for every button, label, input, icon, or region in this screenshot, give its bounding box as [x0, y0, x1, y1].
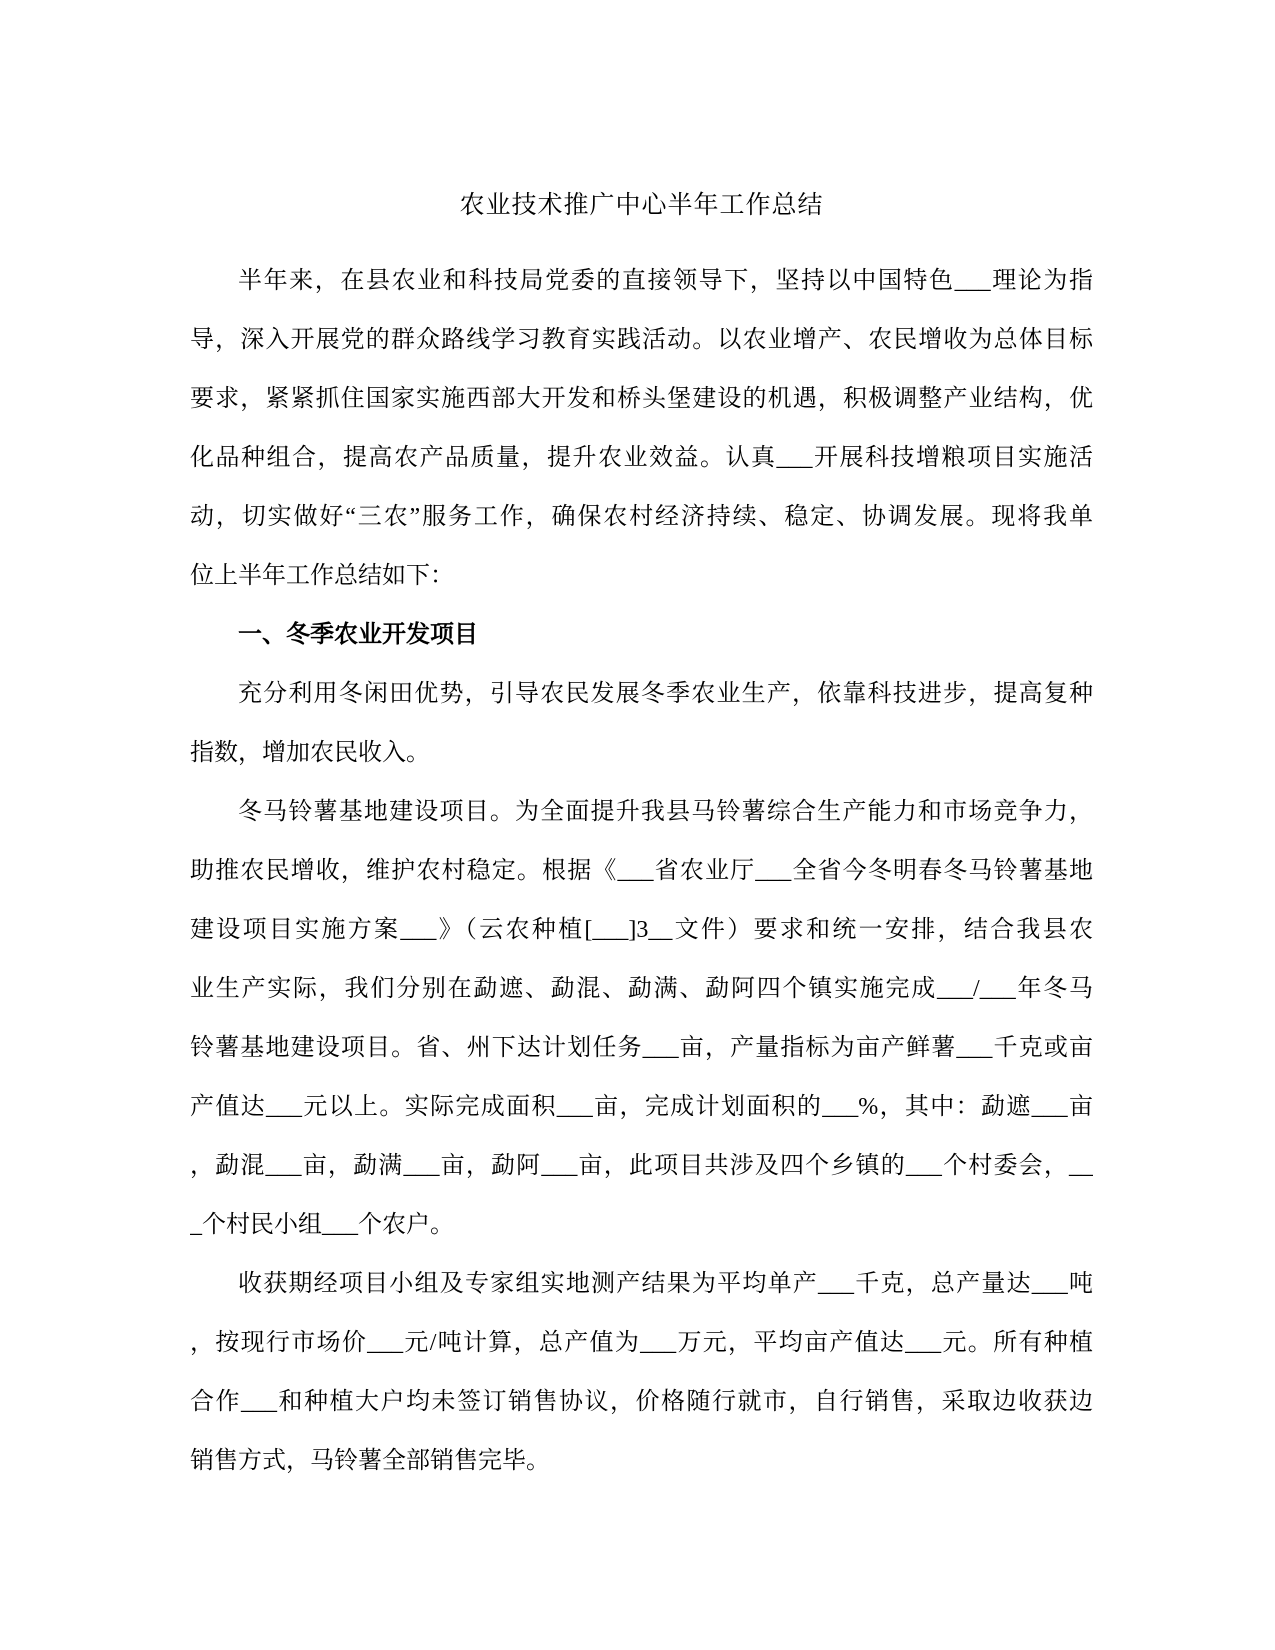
text-line: 合作___和种植大户均未签订销售协议，价格随行就市，自行销售，采取边收获边 — [190, 1389, 1093, 1415]
paragraph-winter-agriculture — [190, 665, 1093, 783]
text-line: 产值达___元以上。实际完成面积___亩，完成计划面积的___%，其中：勐遮___亩 — [190, 1094, 1093, 1120]
text-line: 业生产实际，我们分别在勐遮、勐混、勐满、勐阿四个镇实施完成___/___年冬马 — [190, 976, 1093, 1002]
text-line: 助推农民增收，维护农村稳定。根据《___省农业厅___全省今冬明春冬马铃薯基地 — [190, 858, 1093, 884]
text-line: 指数，增加农民收入。 — [190, 740, 430, 766]
text-line: 位上半年工作总结如下： — [190, 563, 454, 589]
document-title: 农业技术推广中心半年工作总结 — [459, 192, 824, 219]
text-line: 冬马铃薯基地建设项目。为全面提升我县马铃薯综合生产能力和市场竞争力， — [238, 799, 1093, 825]
text-line: 建设项目实施方案___》（云农种植[___]3__文件）要求和统一安排，结合我县农 — [190, 917, 1093, 943]
paragraph-intro — [190, 252, 1093, 606]
text-line: 化品种组合，提高农产品质量，提升农业效益。认真___开展科技增粮项目实施活 — [190, 445, 1093, 471]
text-line: 动，切实做好“三农”服务工作，确保农村经济持续、稳定、协调发展。现将我单 — [190, 504, 1093, 530]
text-line: _个村民小组___个农户。 — [190, 1212, 454, 1238]
document-body — [190, 252, 1093, 1491]
text-line: 要求，紧紧抓住国家实施西部大开发和桥头堡建设的机遇，积极调整产业结构，优 — [190, 386, 1093, 412]
text-line: 销售方式，马铃薯全部销售完毕。 — [190, 1448, 550, 1474]
text-line: 半年来，在县农业和科技局党委的直接领导下，坚持以中国特色___理论为指 — [238, 268, 1093, 294]
text-line: 导，深入开展党的群众路线学习教育实践活动。以农业增产、农民增收为总体目标 — [190, 327, 1093, 353]
section-heading: 一、冬季农业开发项目 — [238, 622, 478, 648]
text-line: 收获期经项目小组及专家组实地测产结果为平均单产___千克，总产量达___吨 — [238, 1271, 1093, 1297]
text-line: 充分利用冬闲田优势，引导农民发展冬季农业生产，依靠科技进步，提高复种 — [238, 681, 1093, 707]
text-line: ，按现行市场价___元/吨计算，总产值为___万元，平均亩产值达___元。所有种植 — [190, 1330, 1093, 1356]
text-line: ，勐混___亩，勐满___亩，勐阿___亩，此项目共涉及四个乡镇的___个村委会，__ — [190, 1153, 1093, 1179]
paragraph-potato-base-project — [190, 783, 1093, 1255]
text-line: 铃薯基地建设项目。省、州下达计划任务___亩，产量指标为亩产鲜薯___千克或亩 — [190, 1035, 1093, 1061]
paragraph-harvest-results — [190, 1255, 1093, 1491]
